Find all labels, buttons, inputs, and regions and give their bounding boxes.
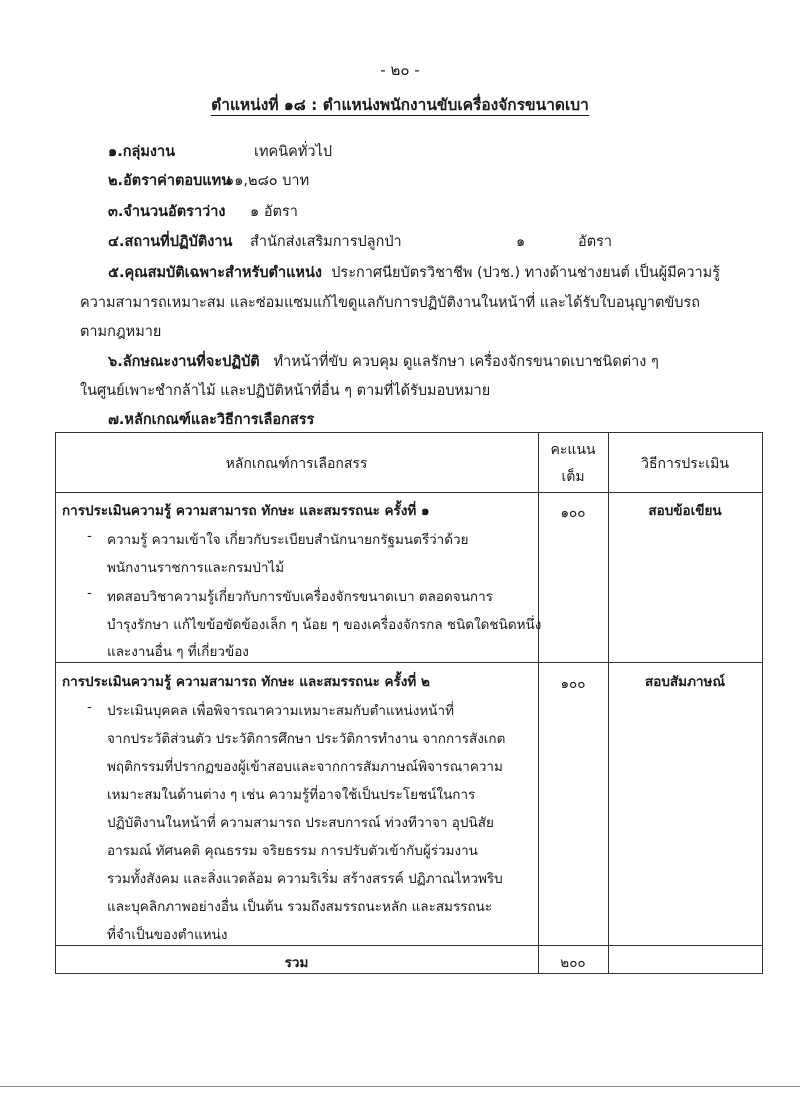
location-value: สำนักส่งเสริมการปลูกป่า [250,234,402,250]
round1-score: ๑๐๐ [560,505,586,521]
location-label: ๔.สถานที่ปฏิบัติงาน [108,234,233,250]
round2-item1-bullet: - [87,699,92,715]
info-group-row [108,140,332,163]
criteria-heading: ๗.หลักเกณฑ์และวิธีการเลือกสรร [108,412,315,428]
qualifications-text-1: ประกาศนียบัตรวิชาชีพ (ปวช.) ทางด้านช่างยนต์ เป็นผู้มีความรู้ [331,265,720,281]
round1-title: การประเมินความรู้ ความสามารถ ทักษะ และสมรรถนะ ครั้งที่ ๑ [62,503,430,519]
round2-item1-line: พฤติกรรมที่ปรากฏของผู้เข้าสอบและจากการสัมภาษณ์พิจารณาความ [107,759,503,775]
info-vacancy-row [108,200,298,223]
table-border-right [762,432,763,974]
round2-item1-line: ประเมินบุคคล เพื่อพิจารณาความเหมาะสมกับตำแหน่งหน้าที่ [107,703,454,719]
round2-score: ๑๐๐ [560,676,586,692]
round2-item1-line: และบุคลิกภาพอย่างอื่น เป็นต้น รวมถึงสมรรถนะหลัก และสมรรถนะ [107,899,493,915]
qualifications-line-2: ความสามารถเหมาะสม และซ่อมแซมแก้ไขดูแลกับการปฏิบัติงานในหน้าที่ และได้รับใบอนุญาตขับรถ [80,295,701,311]
location-count: ๑ [516,234,526,250]
header-score-line-2: เต็ม [561,469,585,485]
round2-item1-line: รวมทั้งสังคม และสิ่งแวดล้อม ความริเริ่ม สร้างสรรค์ ปฏิภาณไหวพริบ [107,871,503,887]
round1-item1-bullet: - [87,528,92,544]
round1-item2-line: และงานอื่น ๆ ที่เกี่ยวข้อง [107,644,249,660]
round2-item1-line: เหมาะสมในด้านต่าง ๆ เช่น ความรู้ที่อาจใช้เป็นประโยชน์ในการ [107,787,476,803]
duties-text-1: ทำหน้าที่ขับ ควบคุม ดูแลรักษา เครื่องจักรขนาดเบาชนิดต่าง ๆ [273,354,659,370]
location-unit: อัตรา [578,234,613,250]
round2-method: สอบสัมภาษณ์ [645,674,725,690]
selection-criteria-table [55,432,763,974]
table-border-top [55,432,763,433]
qualifications-line-1 [108,261,720,284]
salary-value: ๑๑,๒๘๐ บาท [225,173,310,189]
header-score-line-1: คะแนน [550,442,596,458]
vacancy-value: ๑ อัตรา [250,204,298,220]
round2-title: การประเมินความรู้ ความสามารถ ทักษะ และสมรรถนะ ครั้งที่ ๒ [62,674,430,690]
scan-edge-rule [0,1086,800,1087]
duties-line-1 [108,350,659,373]
round2-item1-line: จากประวัติส่วนตัว ประวัติการศึกษา ประวัติการทำงาน จากการสังเกต [107,731,506,747]
table-header-rule [55,492,763,493]
position-title [0,92,800,117]
page-number: - ๒๐ - [380,61,420,79]
info-location-row [108,230,613,253]
round1-method: สอบข้อเขียน [648,503,722,519]
total-label: รวม [284,955,309,971]
round1-item1-line: พนักงานราชการและกรมป่าไม้ [107,560,285,576]
round2-item1-line: ปฏิบัติงานในหน้าที่ ความสามารถ ประสบการณ์ ท่วงทีวาจา อุปนิสัย [107,815,494,831]
round2-item1-line: ที่จำเป็นของตำแหน่ง [107,927,228,943]
round1-item2-line: บำรุงรักษา แก้ไขข้อขัดข้องเล็ก ๆ น้อย ๆ ของเครื่องจักรกล ชนิดใดชนิดหนึ่ง [107,617,542,633]
group-value: เทคนิคทั่วไป [254,144,333,160]
info-salary-row [108,169,309,192]
duties-label: ๖.ลักษณะงานที่จะปฏิบัติ [108,354,260,370]
total-score: ๒๐๐ [560,955,586,971]
round1-item2-line: ทดสอบวิชาความรู้เกี่ยวกับการขับเครื่องจักรขนาดเบา ตลอดจนการ [107,589,493,605]
duties-line-2: ในศูนย์เพาะชำกล้าไม้ และปฏิบัติหน้าที่อื่น ๆ ตามที่ได้รับมอบหมาย [80,383,491,399]
salary-label: ๒.อัตราค่าตอบแทน [108,173,232,189]
header-criteria: หลักเกณฑ์การเลือกสรร [225,456,368,472]
table-border-bottom [55,973,763,974]
group-label: ๑.กลุ่มงาน [108,144,176,160]
round2-item1-line: อารมณ์ ทัศนคติ คุณธรรม จริยธรรม การปรับตัวเข้ากับผู้ร่วมงาน [107,843,478,859]
position-title-text: ตำแหน่งที่ ๑๘ : ตำแหน่งพนักงานขับเครื่องจักรขนาดเบา [211,96,589,114]
qualifications-line-3: ตามกฎหมาย [80,324,162,340]
header-method: วิธีการประเมิน [641,456,729,472]
vacancy-label: ๓.จำนวนอัตราว่าง [108,204,226,220]
round1-item2-bullet: - [87,585,92,601]
qualifications-label: ๕.คุณสมบัติเฉพาะสำหรับตำแหน่ง [108,265,322,281]
table-round-rule [55,662,763,663]
table-border-left [55,432,56,974]
table-total-rule [55,945,763,946]
round1-item1-line: ความรู้ ความเข้าใจ เกี่ยวกับระเบียบสำนักนายกรัฐมนตรีว่าด้วย [107,532,469,548]
